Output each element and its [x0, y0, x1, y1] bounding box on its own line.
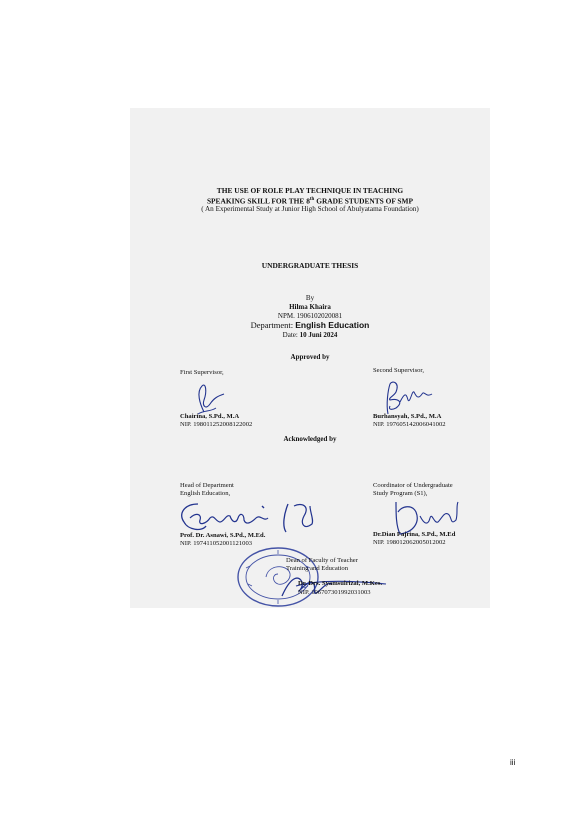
second-supervisor-role: Second Supervisor,: [373, 367, 425, 374]
author-npm: NPM. 1906102020081: [277, 312, 343, 320]
acknowledged-by-heading: Acknowledged by: [283, 435, 337, 443]
coordinator-role: Coordinator of Undergraduate Study Program (S1),: [373, 482, 453, 497]
thesis-subtitle: ( An Experimental Study at Junior High School of Abulyatama Foundation): [201, 205, 419, 213]
head-of-department-role: Head of Department English Education,: [180, 482, 234, 497]
first-supervisor-name: Chairina, S.Pd., M.A: [180, 413, 240, 420]
coordinator-name: Dr.Dian Fajrina, S.Pd., M.Ed: [373, 531, 456, 538]
date: Date: 10 Juni 2024: [282, 331, 338, 339]
head-of-department-nip: NIP. 197411052001121003: [180, 540, 253, 547]
title-line-1: THE USE OF ROLE PLAY TECHNIQUE IN TEACHING: [216, 186, 404, 195]
thesis-type: UNDERGRADUATE THESIS: [261, 261, 359, 270]
department: Department: English Education: [250, 320, 370, 330]
thesis-title: [130, 186, 490, 205]
second-supervisor-name: Burhansyah, S.Pd., M.A: [373, 413, 442, 420]
first-supervisor-role: First Supervisor,: [180, 369, 224, 376]
head-of-department-name: Prof. Dr. Asnawi, S.Pd., M.Ed.: [180, 532, 266, 539]
dean-nip: NIP. 196707301992031003: [298, 589, 371, 596]
page-number: iii: [510, 758, 516, 767]
author-name: Hilma Khaira: [289, 303, 331, 311]
by-label: By: [305, 294, 315, 302]
dean-name: Dr. Drs. Syamsulrizal, M.Kes.: [298, 580, 383, 587]
approved-by-heading: Approved by: [290, 353, 330, 361]
second-supervisor-nip: NIP. 197605142006041002: [373, 421, 446, 428]
dean-role: Dean of Faculty of Teacher Training and Education: [286, 557, 358, 572]
head-of-department-signature: [176, 500, 318, 536]
title-line-2: SPEAKING SKILL FOR THE 8th GRADE STUDENTS OF SMP: [206, 196, 414, 206]
first-supervisor-nip: NIP. 198011252008122002: [180, 421, 253, 428]
coordinator-nip: NIP. 198012062005012002: [373, 539, 446, 546]
